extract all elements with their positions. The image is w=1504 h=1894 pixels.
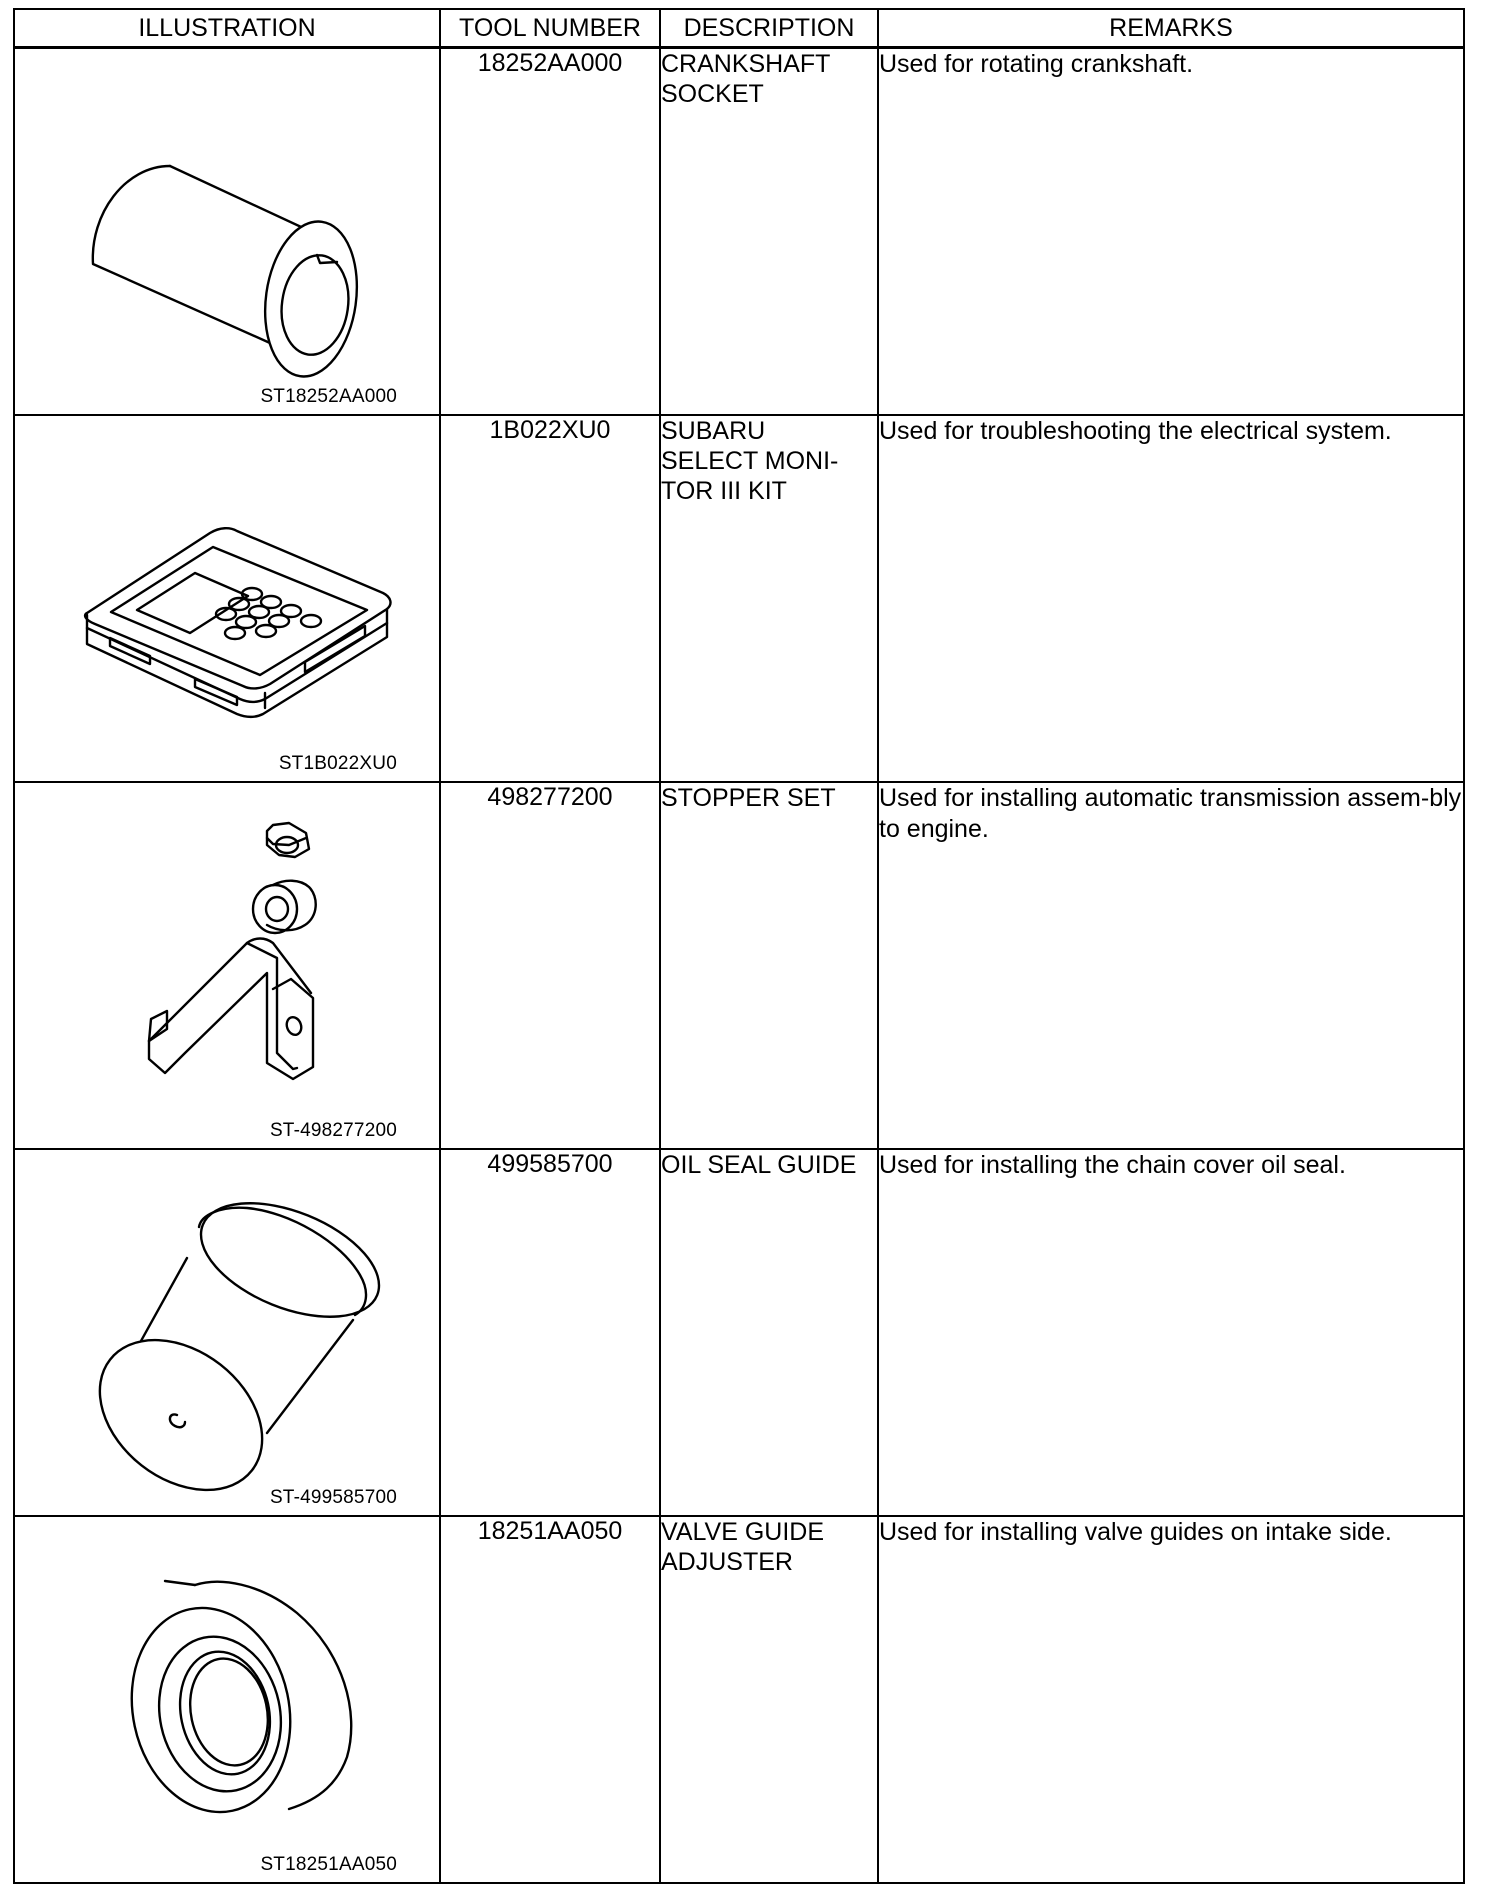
illustration-cell xyxy=(14,782,440,1149)
illustration-caption: ST-499585700 xyxy=(269,1487,397,1508)
tool-number: 499585700 xyxy=(440,1149,660,1516)
tool-number: 498277200 xyxy=(440,782,660,1149)
illustration-caption: ST1B022XU0 xyxy=(278,753,397,774)
illustration-cell xyxy=(14,48,440,416)
table-row xyxy=(14,48,1464,416)
table-row xyxy=(14,1149,1464,1516)
header-description: DESCRIPTION xyxy=(660,9,878,48)
table-row xyxy=(14,1516,1464,1883)
tool-description: OIL SEAL GUIDE xyxy=(660,1149,878,1516)
tool-remarks: Used for installing valve guides on intake side. xyxy=(878,1516,1464,1883)
header-remarks: REMARKS xyxy=(878,9,1464,48)
table-row xyxy=(14,782,1464,1149)
crankshaft-socket-icon xyxy=(15,49,441,414)
stopper-set-icon xyxy=(15,783,441,1148)
table-row xyxy=(14,415,1464,782)
tool-description: VALVE GUIDE ADJUSTER xyxy=(660,1516,878,1883)
select-monitor-icon xyxy=(15,416,441,781)
illustration-caption: ST18251AA050 xyxy=(260,1854,397,1875)
illustration-cell xyxy=(14,1516,440,1883)
tool-number: 1B022XU0 xyxy=(440,415,660,782)
tool-description: CRANKSHAFT SOCKET xyxy=(660,48,878,416)
tool-remarks: Used for troubleshooting the electrical system. xyxy=(878,415,1464,782)
header-row xyxy=(14,9,1464,48)
tool-number: 18252AA000 xyxy=(440,48,660,416)
tool-description: STOPPER SET xyxy=(660,782,878,1149)
illustration-cell xyxy=(14,415,440,782)
illustration-cell xyxy=(14,1149,440,1516)
valve-guide-adjuster-icon xyxy=(15,1517,441,1882)
tool-remarks: Used for rotating crankshaft. xyxy=(878,48,1464,416)
tool-remarks: Used for installing the chain cover oil seal. xyxy=(878,1149,1464,1516)
tool-number: 18251AA050 xyxy=(440,1516,660,1883)
illustration-caption: ST-498277200 xyxy=(269,1120,397,1141)
tool-remarks: Used for installing automatic transmission assem-bly to engine. xyxy=(878,782,1464,1149)
header-illustration: ILLUSTRATION xyxy=(14,9,440,48)
tool-description: SUBARU SELECT MONI- TOR III KIT xyxy=(660,415,878,782)
oil-seal-guide-icon xyxy=(15,1150,441,1515)
header-tool-number: TOOL NUMBER xyxy=(440,9,660,48)
special-tools-table xyxy=(13,8,1465,1884)
illustration-caption: ST18252AA000 xyxy=(260,386,397,407)
